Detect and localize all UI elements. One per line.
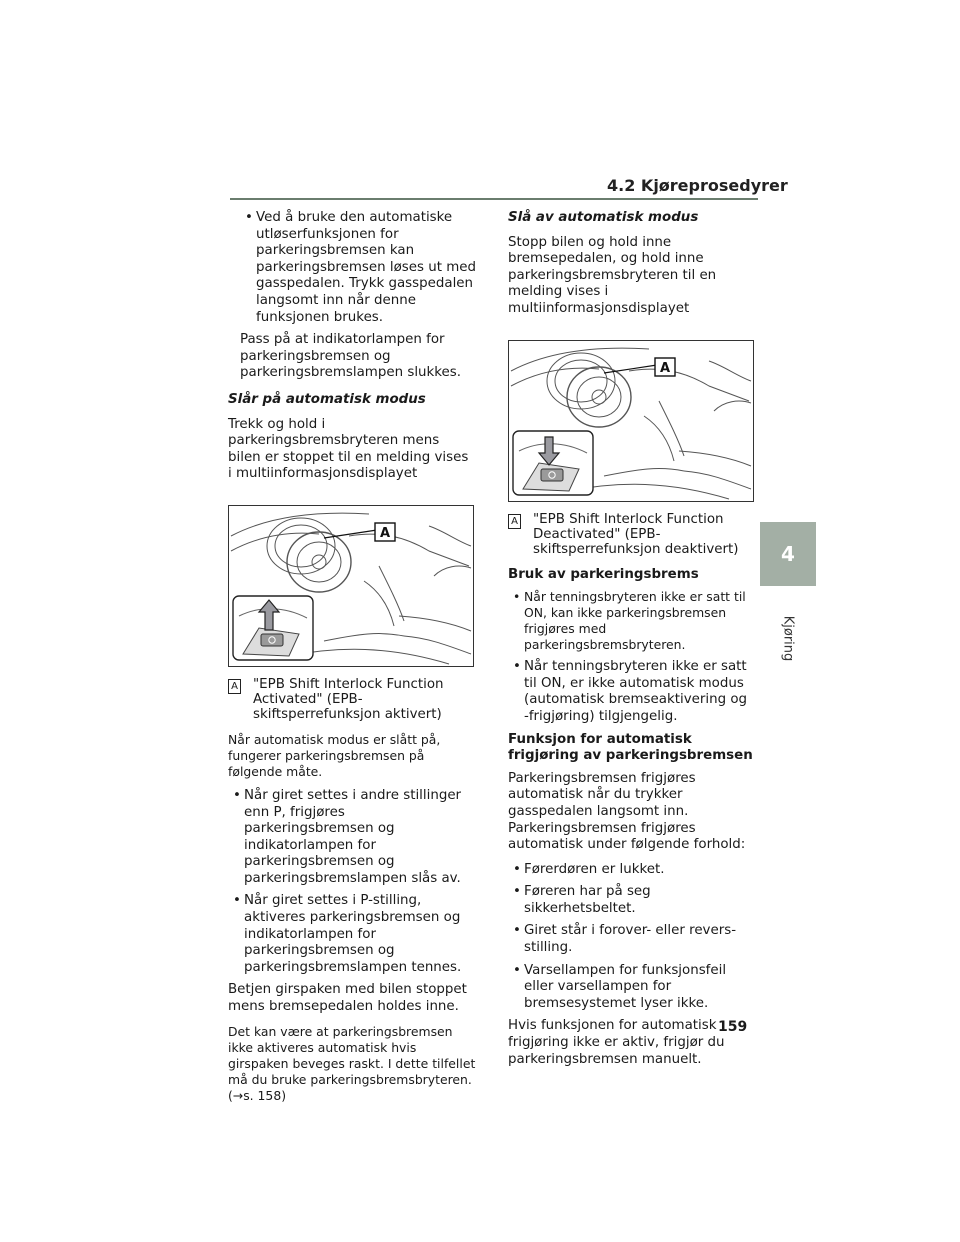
parking-brake-use-bullets bbox=[508, 589, 756, 725]
list-item: • Varsellampen for funksjonsfeil eller varsellampen for bremsesystemet lyser ikke. bbox=[508, 963, 756, 1013]
chapter-label bbox=[762, 598, 814, 678]
svg-text:A: A bbox=[659, 360, 671, 376]
header-rule bbox=[230, 198, 758, 200]
heading-auto-release: Funksjon for automatisk frigjøring av parkeringsbremsen bbox=[508, 731, 753, 764]
section-title: 4.2 Kjøreprosedyrer bbox=[607, 176, 788, 195]
list-item: • Når giret settes i P-stilling, aktiveres parkeringsbremsen og indikatorlampen for parkeringsbremsen og parkeringsbremslampen tennes. bbox=[228, 893, 476, 976]
auto-release-text: Parkeringsbremsen frigjøres automatisk når du trykker gasspedalen langsomt inn. Parkeringsbremsen frigjøres automatisk under følgende forhold: bbox=[508, 770, 746, 853]
illustration-dashboard-push bbox=[509, 341, 753, 501]
svg-text:A: A bbox=[379, 525, 391, 541]
illustration-dashboard-pull bbox=[229, 506, 473, 666]
auto-release-conditions bbox=[508, 862, 756, 1013]
auto-mode-bullets bbox=[228, 788, 476, 977]
callout-activate bbox=[228, 677, 476, 722]
callout-deactivate bbox=[508, 512, 756, 557]
list-item: • Når tenningsbryteren ikke er satt til ON, er ikke automatisk modus (automatisk bremseaktivering og -frigjøring) tilgjengelig. bbox=[508, 659, 756, 725]
intro-block bbox=[228, 210, 476, 382]
list-item: • Når tenningsbryteren ikke er satt til ON, kan ikke parkeringsbremsen frigjøres med parkeringsbremsbryteren. bbox=[508, 589, 756, 653]
warning-note: Det kan være at parkeringsbremsen ikke aktiveres automatisk hvis girspaken beveges raskt. I dette tilfellet må du bruke parkeringsbremsbryteren. (→s. 158) bbox=[228, 1023, 476, 1103]
list-item: • Førerdøren er lukket. bbox=[508, 862, 756, 879]
figure-deactivate bbox=[508, 340, 754, 502]
left-column bbox=[228, 210, 476, 1112]
figure-activate bbox=[228, 505, 474, 667]
right-column bbox=[508, 210, 756, 1076]
page-number: 159 bbox=[718, 1019, 748, 1035]
chapter-label-text: Kjøring bbox=[780, 615, 796, 661]
heading-parking-brake-use: Bruk av parkeringsbrems bbox=[508, 566, 699, 582]
chapter-number: 4 bbox=[781, 542, 795, 566]
activate-instruction: Trekk og hold i parkeringsbremsbryteren mens bilen er stoppet til en melding vises i multiinformasjonsdisplayet bbox=[228, 416, 469, 482]
chapter-tab[interactable] bbox=[760, 522, 816, 586]
intro-note: Pass på at indikatorlampen for parkeringsbremsen og parkeringsbremslampen slukkes. bbox=[240, 332, 462, 381]
callout-label-box: A bbox=[508, 514, 521, 529]
deactivate-instruction: Stopp bilen og hold inne bremsepedalen, og hold inne parkeringsbremsbryteren til en melding vises i multiinformasjonsdisplayet bbox=[508, 234, 717, 316]
list-item: • Føreren har på seg sikkerhetsbeltet. bbox=[508, 884, 756, 917]
operate-instruction: Betjen girspaken med bilen stoppet mens bremsepedalen holdes inne. bbox=[228, 982, 467, 1015]
list-item: • Når giret settes i andre stillinger enn P, frigjøres parkeringsbremsen og indikatorlampen for parkeringsbremsen og parkeringsbremslampen slås av. bbox=[228, 788, 476, 888]
manual-release-text: Hvis funksjonen for automatisk frigjøring ikke er aktiv, frigjør du parkeringsbremsen manuelt. bbox=[508, 1018, 725, 1067]
callout-label-box: A bbox=[228, 679, 241, 694]
heading-activate: Slår på automatisk modus bbox=[228, 391, 426, 407]
intro-bullet: • Ved å bruke den automatiske utløserfunksjonen for parkeringsbremsen kan parkeringsbremsen løses ut med gasspedalen. Trykk gasspedalen langsomt inn når denne funksjonen brukes. bbox=[240, 210, 476, 326]
callout-activate-text: "EPB Shift Interlock Function Activated" (EPB-skiftsperrefunksjon aktivert) bbox=[253, 676, 444, 722]
auto-mode-note: Når automatisk modus er slått på, fungerer parkeringsbremsen på følgende måte. bbox=[228, 731, 441, 779]
callout-deactivate-text: "EPB Shift Interlock Function Deactivated" (EPB-skiftsperrefunksjon deaktivert) bbox=[533, 511, 739, 557]
list-item: • Giret står i forover- eller revers-stilling. bbox=[508, 923, 756, 956]
heading-deactivate: Slå av automatisk modus bbox=[508, 210, 699, 225]
